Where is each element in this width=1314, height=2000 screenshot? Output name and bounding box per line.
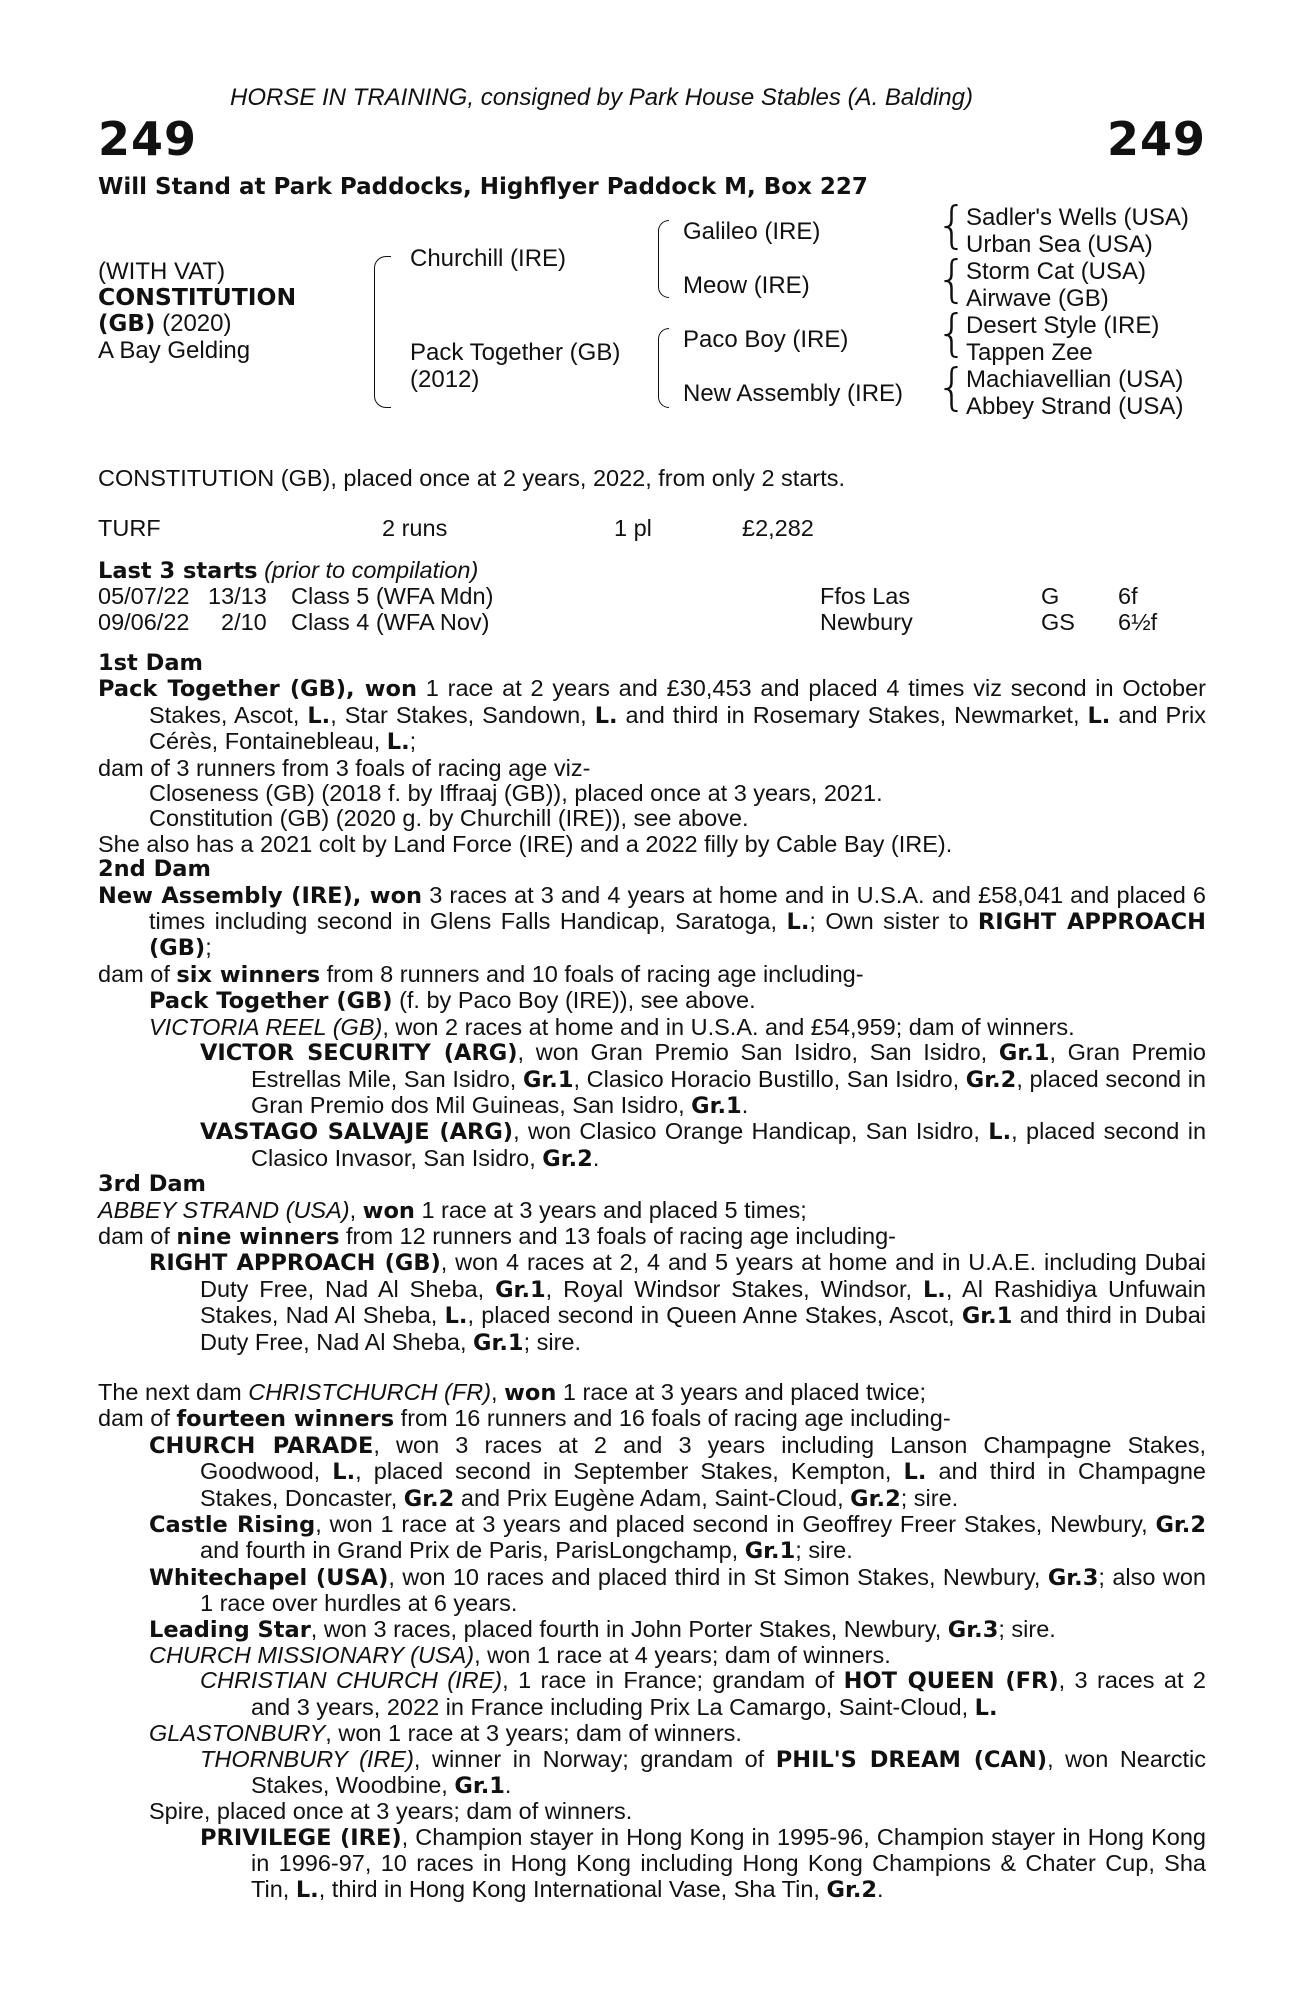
first-dam-heading: 1st Dam — [98, 650, 203, 676]
third-dam-name: ABBEY STRAND (USA) — [98, 1196, 350, 1223]
consignment-header: HORSE IN TRAINING, consigned by Park House Stables (A. Balding) — [230, 84, 973, 111]
race-summary: CONSTITUTION (GB), placed once at 2 years, 2022, from only 2 starts. — [98, 465, 846, 491]
next-dam-produce: Spire, placed once at 3 years; dam of winners. — [149, 1798, 633, 1825]
first-dam-entry: Pack Together (GB), won 1 race at 2 years and £30,453 and placed 4 times viz second in October Stakes, Ascot, L., Star Stakes, Sandown, L. and third in Rosemary Stakes, Newmarket, L. and Prix Cérès, Fontainebleau, L.; — [98, 675, 1206, 756]
pedigree-sire-dam: Meow (IRE) — [683, 272, 810, 299]
horse-year: (2020) — [162, 310, 232, 337]
horse-description: A Bay Gelding — [98, 337, 251, 364]
pedigree-dsd: Tappen Zee — [966, 339, 1093, 366]
start-distance: 6½f — [1118, 609, 1158, 635]
turf-runs: 2 runs — [382, 515, 448, 541]
vat-note: (WITH VAT) — [98, 258, 226, 285]
pedigree-dds: Machiavellian (USA) — [966, 366, 1184, 393]
horse-country: (GB) — [98, 311, 156, 337]
start-position: 2/10 — [221, 609, 267, 635]
next-dam-produce: GLASTONBURY, won 1 race at 3 years; dam of winners. — [149, 1720, 742, 1747]
start-race: Class 5 (WFA Mdn) — [291, 583, 494, 609]
lot-number-left: 249 — [98, 112, 198, 166]
lot-number-right: 249 — [1106, 112, 1206, 166]
pedigree-brace-3: { — [936, 304, 968, 362]
next-dam-produce: CHURCH PARADE, won 3 races at 2 and 3 years including Lanson Champagne Stakes, Goodwood, L., placed second in September Stakes, Kempton, L. and third in Champagne Stakes, Doncaster, Gr.2 and Prix Eugène Adam, Saint-Cloud, Gr.2; sire. — [149, 1431, 1206, 1512]
start-date: 09/06/22 — [98, 609, 190, 635]
second-dam-grandproduce: VICTOR SECURITY (ARG), won Gran Premio San Isidro, San Isidro, Gr.1, Gran Premio Estrellas Mile, San Isidro, Gr.1, Clasico Horacio Bustillo, San Isidro, Gr.2, placed second in Gran Premio dos Mil Guineas, San Isidro, Gr.1. — [200, 1039, 1206, 1119]
last-starts-label: Last 3 starts — [98, 558, 258, 584]
first-dam-foals: dam of 3 runners from 3 foals of racing age viz- — [98, 754, 591, 781]
pedigree-dam-year: (2012) — [410, 366, 480, 393]
pedigree-sdd: Airwave (GB) — [966, 285, 1109, 312]
start-course: Ffos Las — [820, 583, 911, 609]
next-dam-entry: The next dam CHRISTCHURCH (FR), won 1 race at 3 years and placed twice; — [98, 1378, 927, 1406]
horse-origin — [98, 310, 231, 338]
next-dam-produce: Whitechapel (USA), won 10 races and placed third in St Simon Stakes, Newbury, Gr.3; also won 1 race over hurdles at 6 years. — [149, 1563, 1206, 1617]
turf-placed: 1 pl — [614, 515, 652, 541]
pedigree-brace-1: { — [936, 196, 968, 254]
pedigree-bracket-dam — [658, 328, 669, 408]
start-race: Class 4 (WFA Nov) — [291, 609, 490, 635]
catalogue-body — [98, 651, 1206, 1903]
pedigree-dam-dam: New Assembly (IRE) — [683, 380, 904, 407]
next-dam-grandproduce: CHRISTIAN CHURCH (IRE), 1 race in France; grandam of HOT QUEEN (FR), 3 races at 2 and 3 years, 2022 in France including Prix La Camargo, Saint-Cloud, L. — [200, 1667, 1206, 1721]
next-dam-grandproduce: THORNBURY (IRE), winner in Norway; grandam of PHIL'S DREAM (CAN), won Nearctic Stakes, Woodbine, Gr.1. — [200, 1745, 1207, 1800]
third-dam-foals: dam of nine winners from 12 runners and 13 foals of racing age including- — [98, 1222, 896, 1250]
second-dam-name: New Assembly (IRE), won — [98, 882, 423, 909]
pedigree-ssd: Urban Sea (USA) — [966, 231, 1153, 258]
start-going: GS — [1041, 609, 1075, 635]
start-date: 05/07/22 — [98, 583, 190, 609]
third-dam-heading: 3rd Dam — [98, 1171, 206, 1198]
next-dam-produce: CHURCH MISSIONARY (USA), won 1 race at 4 years; dam of winners. — [149, 1642, 891, 1669]
pedigree-bracket-sire — [658, 220, 669, 298]
first-dam-produce: Closeness (GB) (2018 f. by Iffraaj (GB)), placed once at 3 years, 2021. — [149, 780, 883, 807]
start-going: G — [1041, 583, 1060, 609]
pedigree-sire-sire: Galileo (IRE) — [683, 218, 821, 245]
pedigree-brace-2: { — [936, 250, 968, 308]
next-dam-foals: dam of fourteen winners from 16 runners and 16 foals of racing age including- — [98, 1405, 951, 1433]
second-dam-entry: New Assembly (IRE), won 3 races at 3 and 4 years at home and in U.S.A. and £58,041 and placed 6 times including second in Glens Falls Handicap, Saratoga, L.; Own sister to RIGHT APPROACH (GB); — [98, 881, 1206, 962]
turf-label: TURF — [98, 515, 161, 541]
pedigree-dam: Pack Together (GB) — [410, 339, 621, 366]
pedigree-sss: Sadler's Wells (USA) — [966, 204, 1189, 231]
first-dam-produce: Constitution (GB) (2020 g. by Churchill (IRE)), see above. — [149, 805, 749, 832]
second-dam-foals: dam of six winners from 8 runners and 10 foals of racing age including- — [98, 960, 864, 988]
first-dam-also: She also has a 2021 colt by Land Force (IRE) and a 2022 filly by Cable Bay (IRE). — [98, 830, 953, 857]
next-dam-produce: Leading Star, won 3 races, placed fourth in John Porter Stakes, Newbury, Gr.3; sire. — [149, 1615, 1056, 1643]
start-distance: 6f — [1118, 583, 1138, 609]
second-dam-heading: 2nd Dam — [98, 856, 211, 883]
pedigree-sds: Storm Cat (USA) — [966, 258, 1147, 285]
pedigree-sire: Churchill (IRE) — [410, 245, 567, 272]
last-starts-note: (prior to compilation) — [264, 557, 479, 583]
pedigree-dam-sire: Paco Boy (IRE) — [683, 326, 849, 353]
next-dam-grandproduce: PRIVILEGE (IRE), Champion stayer in Hong Kong in 1995-96, Champion stayer in Hong Kong in 1996-97, 10 races in Hong Kong including Hong Kong Champions & Chater Cup, Sha Tin, L., third in Hong Kong International Vase, Sha Tin, Gr.2. — [200, 1823, 1207, 1903]
pedigree-dss: Desert Style (IRE) — [966, 312, 1160, 339]
second-dam-grandproduce: VASTAGO SALVAJE (ARG), won Clasico Orange Handicap, San Isidro, L., placed second in Clasico Invasor, San Isidro, Gr.2. — [200, 1118, 1207, 1172]
first-dam-name: Pack Together (GB), won — [98, 676, 417, 703]
last-starts-title — [98, 557, 478, 584]
second-dam-produce: Pack Together (GB) (f. by Paco Boy (IRE)), see above. — [149, 987, 756, 1015]
third-dam-entry: ABBEY STRAND (USA), won 1 race at 3 years and placed 5 times; — [98, 1196, 807, 1224]
pedigree-brace-4: { — [936, 358, 968, 416]
stable-location: Will Stand at Park Paddocks, Highflyer Paddock M, Box 227 — [98, 174, 868, 200]
pedigree-bracket-main — [374, 256, 391, 408]
pedigree-ddd: Abbey Strand (USA) — [966, 393, 1184, 420]
start-position: 13/13 — [208, 583, 267, 609]
next-dam-produce: Castle Rising, won 1 race at 3 years and placed second in Geoffrey Freer Stakes, Newbury, Gr.2 and fourth in Grand Prix de Paris, ParisLongchamp, Gr.1; sire. — [149, 1511, 1206, 1565]
second-dam-produce: VICTORIA REEL (GB), won 2 races at home and in U.S.A. and £54,959; dam of winners. — [149, 1013, 1075, 1040]
start-course: Newbury — [820, 609, 913, 635]
horse-name: CONSTITUTION — [98, 283, 297, 311]
third-dam-produce: RIGHT APPROACH (GB), won 4 races at 2, 4 and 5 years at home and in U.A.E. including Dubai Duty Free, Nad Al Sheba, Gr.1, Royal Windsor Stakes, Windsor, L., Al Rashidiya Unfuwain Stakes, Nad Al Sheba, L., placed second in Queen Anne Stakes, Ascot, Gr.1 and third in Dubai Duty Free, Nad Al Sheba, Gr.1; sire. — [149, 1249, 1206, 1356]
turf-earnings: £2,282 — [742, 515, 814, 541]
